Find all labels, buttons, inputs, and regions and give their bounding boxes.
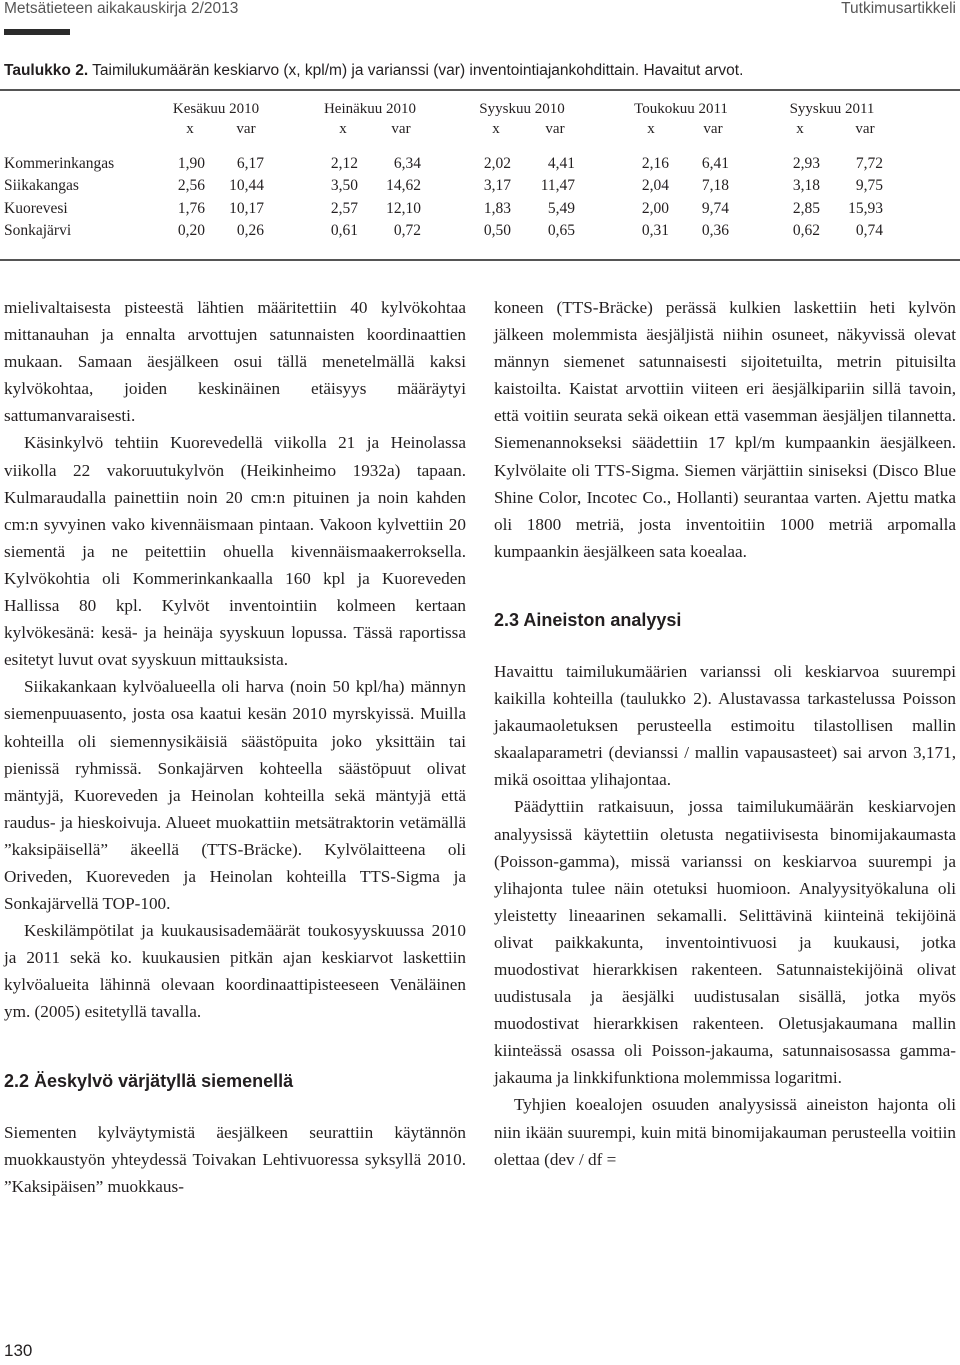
table-cell: 0,26 — [236, 222, 264, 239]
right-paragraph-1: koneen (TTS-Bräcke) perässä kulkien laskettiin heti kylvön jälkeen molemmista äesjäljistä niihin osuneet, näkyvissä olevat männyn siemenet satunnaisesti sijoitetuilta, metrin pituisilta kaistoilta. Kaistat arvottiin viiteen eri äesjälkipariin sillä tavoin, että voitiin seurata sekä oikean että vasemman äesjäljen tilannetta. Siemenannokseksi säädettiin 17 kpl/m kumpaankin äesjälkeen. Kylvölaite oli TTS-Sigma. Siemen värjättiin siniseksi (Disco Blue Shine Color, Incotec Co., Hollanti) seurantaa varten. Ajettu matka oli 1800 metriä, josta inventoitiin 1000 metriä arpomalla kumpaankin äesjälkeen sata koealaa. — [494, 298, 956, 561]
period-header: Syyskuu 2010 — [479, 101, 565, 117]
period-header: Kesäkuu 2010 — [172, 101, 260, 117]
table-cell: 9,74 — [701, 200, 729, 217]
table-caption-text: Taimilukumäärän keskiarvo (x, kpl/m) ja varianssi (var) inventointiajankohdittain. Havaitut arvot. — [88, 62, 744, 79]
table-cell: 3,17 — [483, 177, 511, 194]
table-cell: 2,00 — [641, 200, 669, 217]
table-cell: 1,83 — [483, 200, 511, 217]
right-column — [494, 294, 956, 1173]
table-cell: 10,17 — [229, 200, 264, 217]
table-cell: 9,75 — [855, 177, 883, 194]
table-cell: 6,41 — [701, 155, 729, 172]
table-cell: 0,36 — [701, 222, 729, 239]
left-paragraph-2: Käsinkylvö tehtiin Kuorevedellä viikolla 21 ja Heinolassa viikolla 22 vakoruutukylvön (Heikinheimo 1932a) tapaan. Kulmaraudalla painettiin noin 20 cm:n pituinen ja noin kahden cm:n syvyinen vako kivennäismaan pintaan. Vakoon kylvettiin 20 siementä ja ne peitettiin ohuella kivennäismaakerroksella. Kylvökohtia oli Kommerinkankaalla 160 kpl ja Kuoreveden Hallissa 80 kpl. Kylvöt inventointiin kolmeen kertaan kylvökesänä: kesä- ja heinäja syyskuun lopussa. Tässä raportissa esitetyt luvut ovat syyskuun mittauksista. — [4, 433, 466, 670]
subheader-x: x — [492, 121, 500, 137]
row-site-label: Kommerinkangas — [4, 155, 115, 172]
table-cell: 2,02 — [483, 155, 511, 172]
header-bar — [4, 29, 70, 35]
right-paragraph-2: Havaittu taimilukumäärien varianssi oli keskiarvoa suurempi kaikilla kohteilla (taulukko 2). Alustavassa tarkastelussa Poisson jakaumaoletuksen perusteella estimoitu tilastollisen mallin skaalaparametri (devianssi / mallin vapausasteet) sai arvon 3,171, mikä osoittaa ylihajontaa. — [494, 661, 956, 790]
left-paragraph-3: Siikakankaan kylvöalueella oli harva (noin 50 kpl/ha) männyn siemenpuuasento, josta osa kaatui kesän 2010 myrskyissä. Muilla kohteilla oli siemennysikäisiä säästöpuita joko yksittäin tai pienissä ryhmissä. Sonkajärven kohteella säästöpuut olivat mäntyjä, Kuoreveden ja Heinolan kohteilla sekä mäntyjä että raudus- ja hieskoivuja. Alueet muokattiin metsätraktorin vetämällä ”kaksipäisellä” äkeellä (TTS-Bräcke). Kylvölaitteena oli Oriveden, Kuoreveden ja Heinolan kohteilla TTS-Sigma ja Sonkajärvellä TOP-100. — [4, 677, 466, 914]
left-paragraph-4: Keskilämpötilat ja kuukausisademäärät toukosyyskuussa 2010 ja 2011 sekä ko. kuukausien pitkän ajan keskiarvot laskettiin kylvöalueita lähinnä olevaan koordinaattipisteeseen Venäläinen ym. (2005) esitetyllä tavalla. — [4, 921, 466, 1022]
row-site-label: Sonkajärvi — [4, 222, 72, 239]
table-cell: 4,41 — [547, 155, 575, 172]
subheader-x: x — [339, 121, 347, 137]
table-cell: 6,17 — [236, 155, 264, 172]
page-number: 130 — [4, 1341, 33, 1360]
table-cell: 2,56 — [177, 177, 205, 194]
table-cell: 3,18 — [792, 177, 820, 194]
table-cell: 10,44 — [229, 177, 264, 194]
table-cell: 0,72 — [393, 222, 421, 239]
table-cell: 5,49 — [547, 200, 575, 217]
table-cell: 7,72 — [855, 155, 883, 172]
table-cell: 1,90 — [177, 155, 205, 172]
row-site-label: Siikakangas — [4, 177, 79, 194]
left-paragraph-1: mielivaltaisesta pisteestä lähtien määritettiin 40 kylvökohtaa mittanauhan ja ennalta arvottujen satunnaisten koordinaattien mukaan. Samaan äesjälkeen osui tällä menetelmällä kaksi kylvökohtaa, joiden keskinäinen etäisyys määräytyi sattumanvaraisesti. — [4, 298, 466, 426]
table-cell: 0,61 — [330, 222, 358, 239]
table-cell: 0,74 — [855, 222, 883, 239]
right-paragraph-3: Päädyttiin ratkaisuun, jossa taimilukumäärän keskiarvojen analyysissä käytettiin oletusta negatiivisesta binomijakaumasta (Poisson-gamma), missä varianssi on keskiarvoa suurempi ja ylihajonta tulee näin otetuksi huomioon. Analyysityökaluna oli yleistetty lineaarinen sekamalli. Selittävinä kiinteinä tekijöinä olivat paikkakunta, inventointivuosi ja kuukausi, jotka muodostivat hierarkkisen rakenteen. Satunnaistekijöinä olivat uudistusala ja äesjälki uudistusalan sisällä, jotka myös muodostivat hierarkkisen rakenteen. Oletusjakaumana mallin kiinteässä osassa oli Poisson-jakauma, satunnaisosassa gamma-jakauma ja linkkifunktiona molemmissa logaritmi. — [494, 797, 956, 1088]
period-header: Toukokuu 2011 — [634, 101, 728, 117]
table-cell: 7,18 — [701, 177, 729, 194]
table-cell: 0,62 — [792, 222, 820, 239]
subheader-var: var — [236, 121, 256, 137]
left-paragraph-5: Siementen kylväytymistä äesjälkeen seurattiin käytännön muokkaustyön yhteydessä Toivakan Lehtivuoressa syksyllä 2010. ”Kaksipäisen” muokkaus- — [4, 1122, 466, 1196]
table-caption — [4, 62, 956, 80]
table-cell: 2,12 — [330, 155, 358, 172]
table-cell: 0,20 — [177, 222, 205, 239]
table-cell: 15,93 — [848, 200, 883, 217]
table-cell: 2,93 — [792, 155, 820, 172]
section-heading-2-2: 2.2 Äeskylvö värjätyllä siemenellä — [4, 1070, 294, 1091]
table-top-rule — [0, 89, 960, 91]
period-header: Syyskuu 2011 — [789, 101, 875, 117]
row-site-label: Kuorevesi — [4, 200, 68, 217]
subheader-var: var — [391, 121, 411, 137]
right-paragraph-4: Tyhjien koealojen osuuden analyysissä aineiston hajonta oli niin ikään suurempi, kuin mitä binomijakauman perusteella voitiin olettaa (dev / df = — [494, 1095, 956, 1169]
table-cell: 14,62 — [386, 177, 421, 194]
subheader-var: var — [703, 121, 723, 137]
table-cell: 2,57 — [330, 200, 358, 217]
journal-title: Metsätieteen aikakauskirja 2/2013 — [4, 0, 239, 17]
table-cell: 1,76 — [177, 200, 205, 217]
table-cell: 0,50 — [483, 222, 511, 239]
table-cell: 2,16 — [641, 155, 669, 172]
subheader-x: x — [796, 121, 804, 137]
table-cell: 3,50 — [330, 177, 358, 194]
subheader-var: var — [855, 121, 875, 137]
table-cell: 12,10 — [386, 200, 421, 217]
subheader-x: x — [186, 121, 194, 137]
period-header: Heinäkuu 2010 — [323, 101, 417, 117]
left-column — [4, 294, 466, 1200]
table-caption-label: Taulukko 2. — [4, 62, 89, 79]
table-cell: 6,34 — [393, 155, 421, 172]
table-cell: 0,31 — [641, 222, 669, 239]
table-cell: 2,85 — [792, 200, 820, 217]
section-heading-2-3: 2.3 Aineiston analyysi — [494, 609, 682, 630]
table-bottom-rule — [0, 259, 960, 261]
table-cell: 0,65 — [547, 222, 575, 239]
subheader-x: x — [647, 121, 655, 137]
subheader-var: var — [545, 121, 565, 137]
table-cell: 2,04 — [641, 177, 669, 194]
section-label: Tutkimusartikkeli — [841, 0, 956, 17]
table-cell: 11,47 — [540, 177, 575, 194]
